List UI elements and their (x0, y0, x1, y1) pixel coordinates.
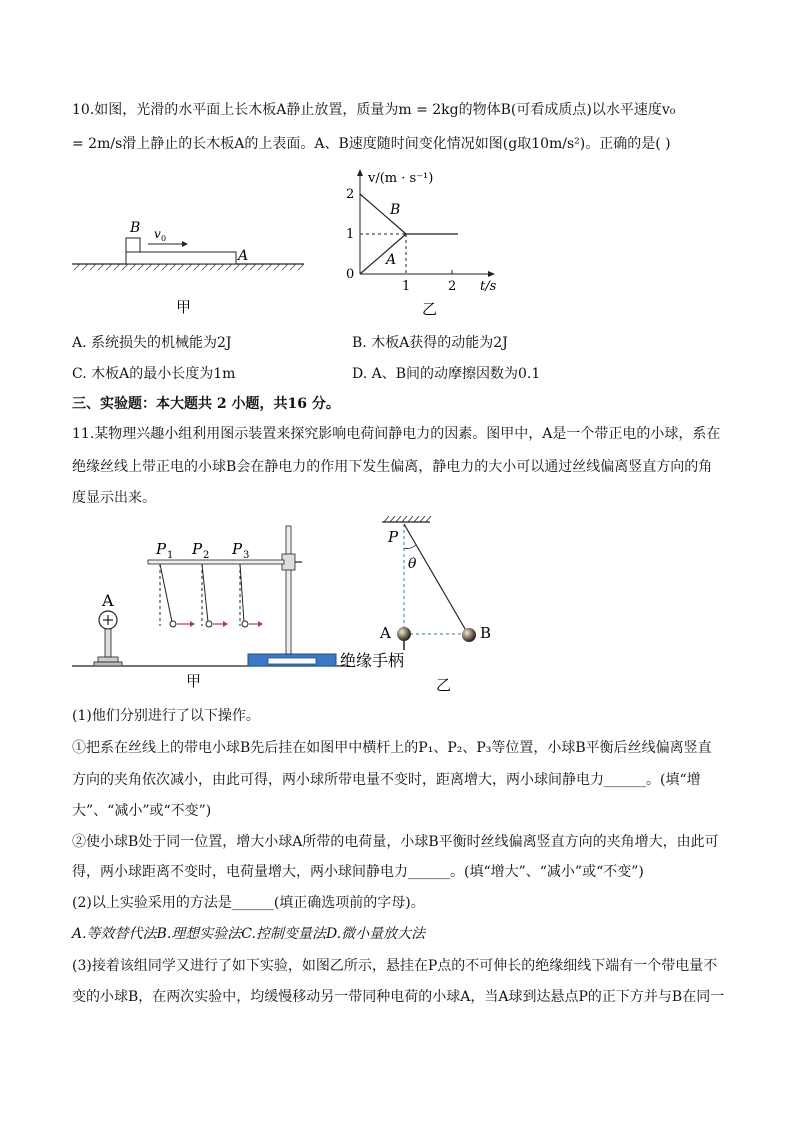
label-B: B (130, 220, 141, 236)
q10-figure-yi (338, 168, 508, 320)
q11-p3b: 得，两小球距离不变时，电荷量增大，两小球间静电力______。(填“增大”、“减小”或“不变”) (72, 864, 644, 880)
svg-text:3: 3 (243, 550, 250, 561)
label-A-sphere: A (102, 591, 114, 610)
label-A: A (238, 248, 249, 264)
q10-figure-jia (68, 208, 308, 318)
ball-B (462, 628, 476, 642)
q11-p6b: 变的小球B，在两次实验中，均缓慢移动另一带同种电荷的小球A，当A球到达悬点P的正下方并与B在同一 (72, 989, 725, 1005)
q11-p2a: ①把系在丝线上的带电小球B先后挂在如图甲中横杆上的P₁、P₂、P₃等位置，小球B平衡后丝线偏离竖直 (72, 740, 712, 756)
q11-p1: (1)他们分别进行了以下操作。 (72, 708, 260, 724)
q11-figure-jia (68, 520, 350, 692)
q11-line1: 11.某物理兴趣小组利用图示装置来探究影响电荷间静电力的因素。图甲中，A是一个带正电的小球，系在 (72, 426, 721, 442)
caption-jia-11: 甲 (186, 672, 202, 690)
q11-p5: A.等效替代法B.理想实验法C.控制变量法D.微小量放大法 (72, 926, 426, 942)
label-P1: P (156, 540, 167, 558)
x-tick-2: 2 (448, 279, 457, 294)
caption-yi-11: 乙 (436, 676, 452, 694)
graph-label-A: A (386, 252, 397, 268)
label-P2: P (192, 540, 203, 558)
label-P-point: P (388, 528, 399, 546)
line-A (360, 234, 406, 274)
caption-jia: 甲 (176, 298, 192, 316)
option-C: C. 木板A的最小长度为1m (72, 366, 236, 382)
option-B: B. 木板A获得的动能为2J (352, 335, 508, 351)
svg-text:2: 2 (203, 550, 210, 561)
q11-p2c: 大”、“减小”或“不变”) (72, 803, 212, 819)
section-heading: 三、实验题：本大题共 2 小题，共16 分。 (72, 396, 340, 412)
y-tick-0: 0 (346, 267, 355, 282)
caption-yi: 乙 (422, 300, 438, 318)
svg-text:1: 1 (167, 550, 174, 561)
ball-A (397, 627, 411, 641)
q11-line2: 绝缘丝线上带正电的小球B会在静电力的作用下发生偏离，静电力的大小可以通过丝线偏离竖直方向的角 (72, 459, 713, 475)
label-A-ball: A (380, 624, 391, 642)
graph-label-B: B (390, 202, 401, 218)
x-tick-1: 1 (402, 279, 411, 294)
option-A: A. 系统损失的机械能为2J (72, 335, 232, 351)
y-axis-label: v/(m · s⁻¹) (368, 171, 434, 186)
label-theta: θ (408, 556, 417, 572)
q11-p3a: ②使小球B处于同一位置，增大小球A所带的电荷量，小球B平衡时丝线偏离竖直方向的夹角增大，由此可 (72, 834, 719, 850)
y-tick-2: 2 (346, 187, 355, 202)
q11-p2b: 方向的夹角依次减小，由此可得，两小球所带电量不变时，距离增大，两小球间静电力______。(填“增 (72, 772, 701, 788)
q11-p4: (2)以上实验采用的方法是______(填正确选项前的字母)。 (72, 895, 425, 911)
q10-line1: 10.如图，光滑的水平面上长木板A静止放置，质量为m = 2kg的物体B(可看成质点)以水平速度v₀ (72, 102, 676, 118)
label-v0: v (154, 227, 161, 241)
board-A (126, 252, 236, 264)
label-P3: P (232, 540, 243, 558)
q11-figure-yi (340, 514, 510, 696)
option-D: D. A、B间的动摩擦因数为0.1 (352, 366, 541, 382)
label-handle: 绝缘手柄 (340, 651, 405, 670)
q11-p6a: (3)接着该组同学又进行了如下实验，如图乙所示，悬挂在P点的不可伸长的绝缘细线下端有一个带电量不 (72, 958, 718, 974)
q10-line2: = 2m/s滑上静止的长木板A的上表面。A、B速度随时间变化情况如图(g取10m/s²)。正确的是( ) (72, 136, 671, 152)
y-tick-1: 1 (346, 227, 355, 242)
label-v0-sub: 0 (161, 234, 167, 243)
q11-line3: 度显示出来。 (72, 490, 156, 506)
label-B-ball: B (480, 624, 492, 642)
block-B (126, 238, 140, 252)
x-axis-label: t/s (480, 279, 497, 294)
